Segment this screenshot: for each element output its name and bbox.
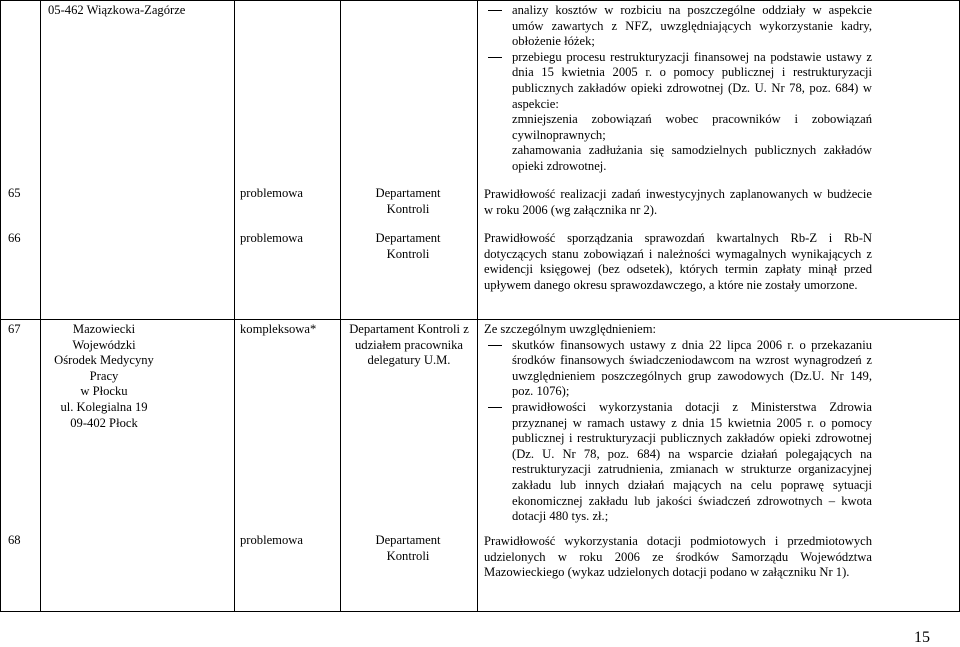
row67-number: 67 (8, 322, 21, 336)
dash-bullet-icon (488, 10, 502, 11)
col-line-2 (234, 0, 235, 612)
col-line-1 (40, 0, 41, 612)
row67-subject (484, 322, 872, 525)
intro-text: Ze szczególnym uwzględnieniem: (484, 322, 657, 336)
dash-bullet-icon (488, 57, 502, 58)
sub-list (484, 112, 872, 174)
entity-name: 05-462 Wiązkowa-Zagórze (48, 3, 186, 17)
row66-subject: Prawidłowość sporządzania sprawozdań kwartalnych Rb-Z i Rb-N dotyczących stanu zobowiązań i należności wymagalnych wynikających z ewidencji księgowej (bez odsetek), których termin zapłaty minął przed upływem danego okresu sprawozdawczego, a które nie zostały umorzone. (484, 231, 872, 292)
table-bottom-border (0, 611, 960, 612)
list-item: skutków finansowych ustawy z dnia 22 lipca 2006 r. o przekazaniu środków finansowych świadczeniodawcom na wzrost wynagrodzeń z uwzględnieniem poszczególnych grup zawodowych (Dz.U. Nr 149, poz. 1076); (484, 338, 872, 400)
row65-subject: Prawidłowość realizacji zadań inwestycyjnych zaplanowanych w budżecie w roku 2006 (wg załącznika nr 2). (484, 187, 872, 217)
row65-number: 65 (8, 186, 21, 200)
page-number: 15 (914, 629, 930, 646)
list-item: prawidłowości wykorzystania dotacji z Ministerstwa Zdrowia przyznanej w ramach ustawy z dnia 15 kwietnia 2005 r. o pomocy publicznej i restrukturyzacji publicznych zakładów opieki zdrowotnej (Dz. U. Nr 78, poz. 684) na wsparcie działań polegających na restrukturyzacji zatrudnienia, zmianach w strukturze organizacyjnej zakładu lub innych działań mających na celu poprawę sytuacji ekonomicznej zakładu lub jakości świadczeń zdrowotnych – kwota dotacji 480 tys. zł.; (484, 400, 872, 525)
row67-type: kompleksowa* (240, 322, 317, 336)
row68-number: 68 (8, 533, 21, 547)
row0-subject (484, 3, 872, 175)
sub-item: zahamowania zadłużania się samodzielnych publicznych zakładów opieki zdrowotnej. (512, 143, 872, 173)
col-line-0 (0, 0, 1, 612)
row0-name (48, 3, 232, 19)
row66-type: problemowa (240, 231, 303, 245)
row67-name: Mazowiecki Wojewódzki Ośrodek Medycyny Pracy w Płocku ul. Kolegialna 19 09-402 Płock (54, 322, 154, 430)
row68-unit: Departament Kontroli (375, 533, 441, 563)
list-item: analizy kosztów w rozbiciu na poszczególne oddziały w aspekcie umów zawartych z NFZ, uwzględniających wykorzystanie kadry, obłożenie łóżek; (484, 3, 872, 50)
row-divider-67 (0, 319, 960, 320)
col-line-3 (340, 0, 341, 612)
list-item: przebiegu procesu restrukturyzacji finansowej na podstawie ustawy z dnia 15 kwietnia 2005 r. o pomocy publicznej i restrukturyzacji publicznych zakładów opieki zdrowotnej (Dz. U. Nr 78, poz. 684) w aspekcie: (484, 50, 872, 112)
sub-item: zmniejszenia zobowiązań wobec pracowników i zobowiązań cywilnoprawnych; (512, 112, 872, 142)
col-line-4 (477, 0, 478, 612)
row65-type: problemowa (240, 186, 303, 200)
row68-type: problemowa (240, 533, 303, 547)
row66-unit: Departament Kontroli (375, 231, 441, 261)
row68-subject: Prawidłowość wykorzystania dotacji podmiotowych i przedmiotowych udzielonych w roku 2006 ze środków Samorządu Województwa Mazowieckiego (wykaz udzielonych dotacji podano w załączniku Nr 1). (484, 534, 872, 580)
row66-number: 66 (8, 231, 21, 245)
dash-bullet-icon (488, 407, 502, 408)
row67-unit: Departament Kontroli z udziałem pracownika delegatury U.M. (349, 322, 469, 368)
table-top-border (0, 0, 960, 1)
dash-bullet-icon (488, 345, 502, 346)
row65-unit: Departament Kontroli (375, 186, 441, 216)
